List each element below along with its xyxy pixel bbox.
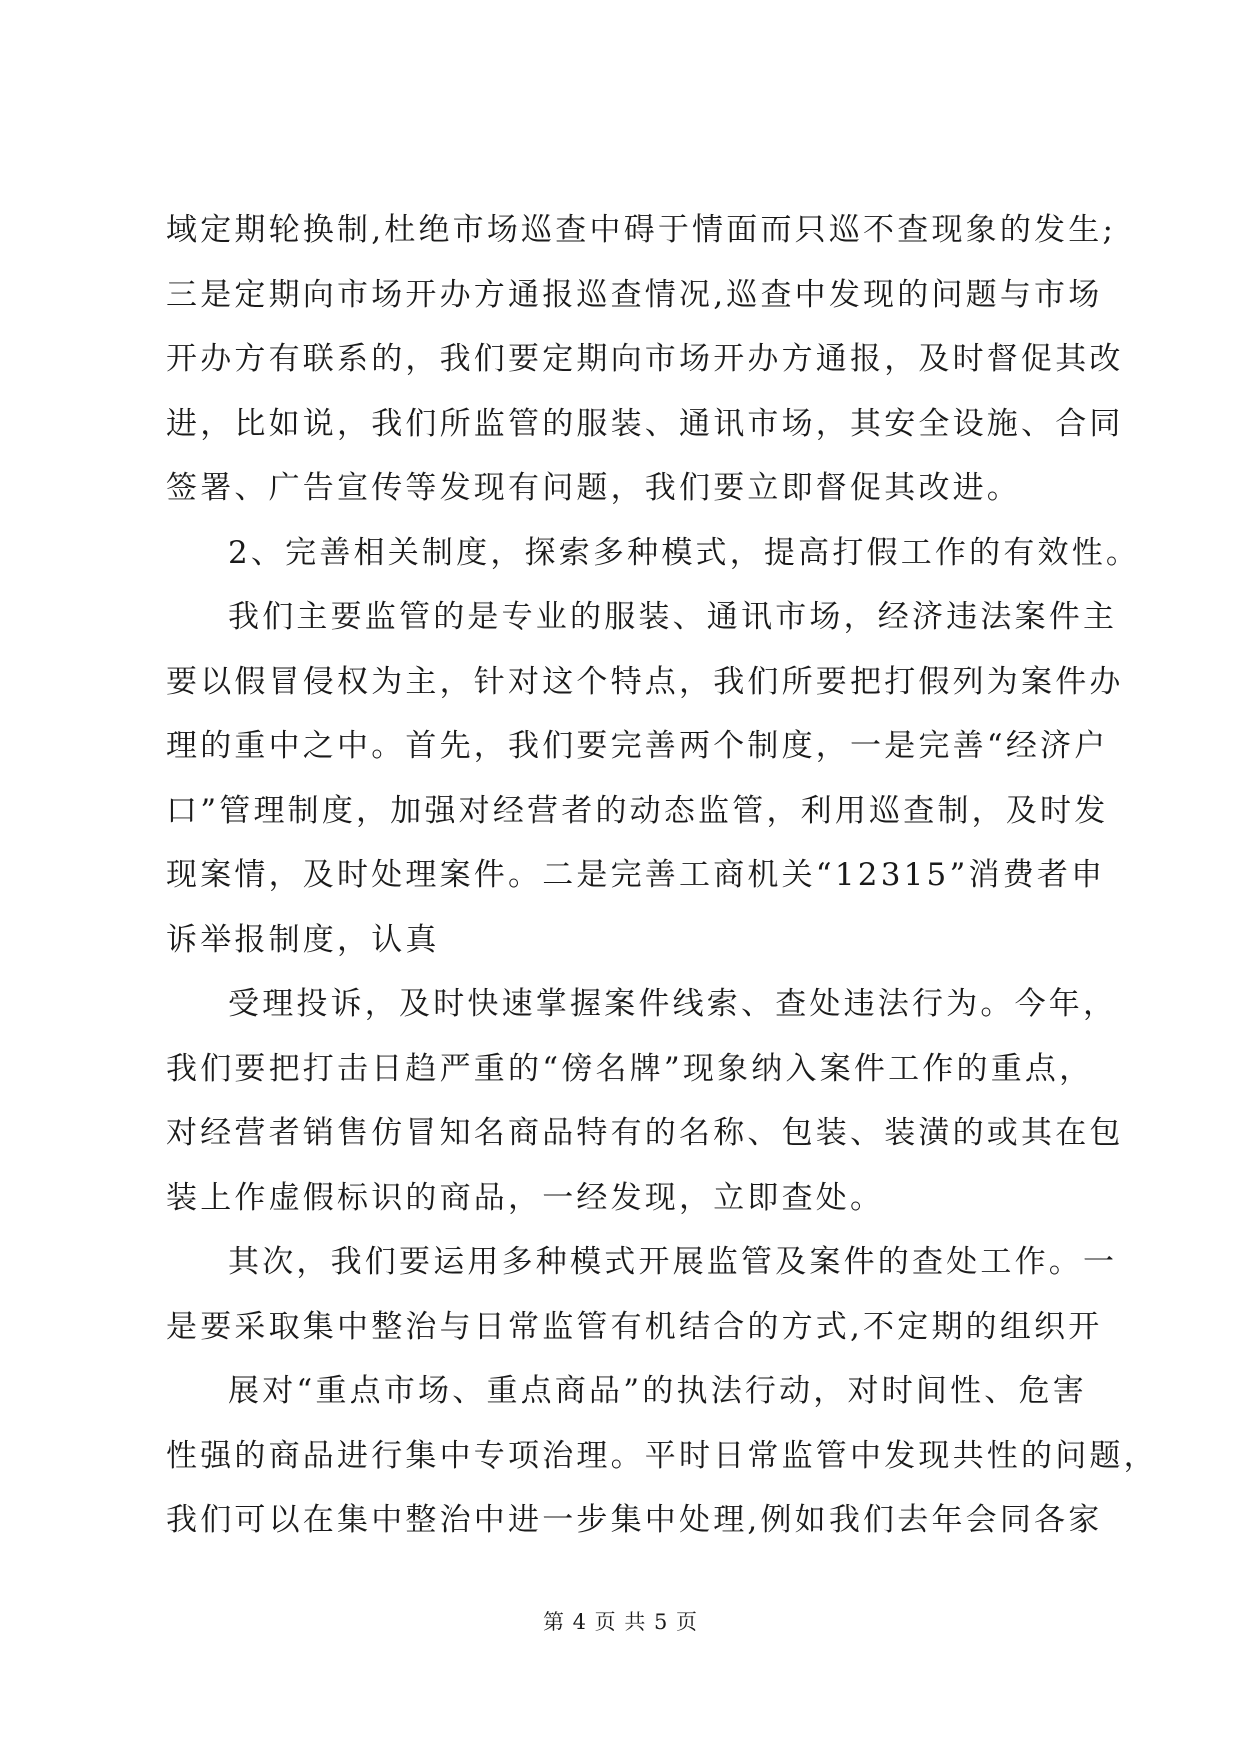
page-number-footer: 第 4 页 共 5 页 — [542, 1610, 699, 1634]
text-line: 我们要把打击日趋严重的“傍名牌”现象纳入案件工作的重点， — [166, 1050, 1094, 1087]
text-line: 受理投诉，及时快速掌握案件线索、查处违法行为。今年， — [228, 986, 1118, 1022]
text-line: 进，比如说，我们所监管的服装、通讯市场，其安全设施、合同 — [166, 405, 1124, 442]
text-line: 口”管理制度，加强对经营者的动态监管，利用巡查制，及时发 — [166, 792, 1109, 829]
text-line: 理的重中之中。首先，我们要完善两个制度，一是完善“经济户 — [166, 728, 1109, 764]
text-line: 签署、广告宣传等发现有问题，我们要立即督促其改进。 — [166, 470, 1021, 506]
text-line: 三是定期向市场开办方通报巡查情况,巡查中发现的问题与市场 — [166, 276, 1103, 313]
text-line: 展对“重点市场、重点商品”的执法行动，对时间性、危害 — [228, 1373, 1087, 1409]
text-line: 域定期轮换制,杜绝市场巡查中碍于情面而只巡不查现象的发生; — [166, 212, 1117, 248]
text-line: 性强的商品进行集中专项治理。平时日常监管中发现共性的问题， — [166, 1437, 1158, 1474]
document-body — [166, 198, 1158, 1553]
text-line: 我们主要监管的是专业的服装、通讯市场，经济违法案件主 — [228, 599, 1118, 635]
text-line: 我们可以在集中整治中进一步集中处理,例如我们去年会同各家 — [166, 1502, 1103, 1538]
text-line: 其次，我们要运用多种模式开展监管及案件的查处工作。一 — [228, 1244, 1118, 1280]
text-line: 对经营者销售仿冒知名商品特有的名称、包装、装潢的或其在包 — [166, 1115, 1124, 1151]
text-line: 开办方有联系的，我们要定期向市场开办方通报，及时督促其改 — [166, 341, 1124, 377]
text-line: 是要采取集中整治与日常监管有机结合的方式,不定期的组织开 — [166, 1308, 1103, 1345]
text-line: 诉举报制度，认真 — [166, 921, 440, 958]
text-line: 要以假冒侵权为主，针对这个特点，我们所要把打假列为案件办 — [166, 663, 1124, 700]
text-line: 现案情，及时处理案件。二是完善工商机关“12315”消费者申 — [166, 857, 1106, 893]
text-line: 装上作虚假标识的商品，一经发现，立即查处。 — [166, 1179, 885, 1216]
section-heading: 2、完善相关制度，探索多种模式，提高打假工作的有效性。 — [228, 534, 1141, 571]
